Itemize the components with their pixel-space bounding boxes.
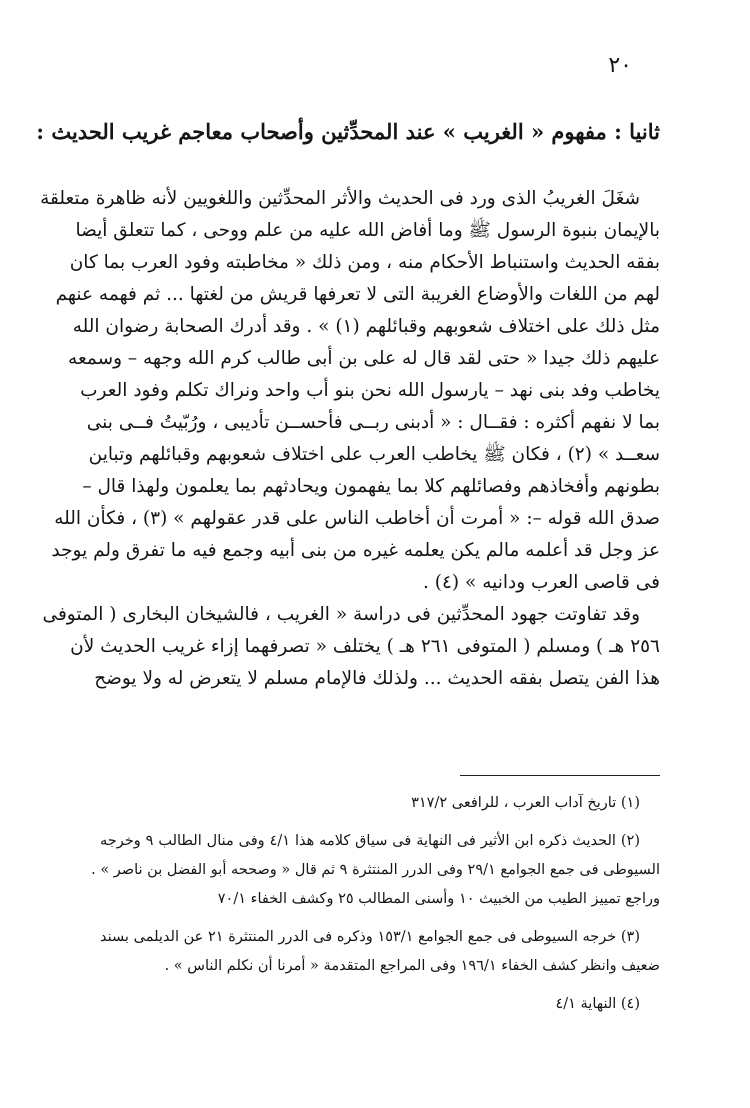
text-line: عز وجل قد أعلمه مالم يكن يعلمه غيره من بنى أبيه وجمع فيه ما تفرق ولم يوجد [51, 540, 660, 561]
footnote-3 [100, 923, 660, 981]
footnote-line: (٤) النهاية ٤/١ [555, 996, 640, 1012]
text-line: شغَلَ الغريبُ الذى ورد فى الحديث والأثر المحدِّثين واللغويين لأنه ظاهرة متعلقة [40, 188, 640, 209]
footnote-line: (٢) الحديث ذكره ابن الأثير فى النهاية فى سياق كلامه هذا ٤/١ وفى منال الطالب ٩ وخرجه [100, 833, 640, 849]
page-number: ٢٠ [608, 53, 632, 78]
footnote-4 [100, 990, 660, 1019]
text-line: بطونهم وأفخاذهم وفصائلهم كلا بما يفهمون ويحادثهم بما يعلمون ولهذا قال – [82, 476, 660, 497]
footnote-2 [91, 827, 660, 914]
footnotes [91, 789, 660, 1028]
footnote-line: (٣) خرجه السيوطى فى جمع الجوامع ١٥٣/١ وذكره فى الدرر المنتثرة ٢١ عن الديلمى بسند [100, 929, 641, 945]
text-line: بما لا نفهم أكثره : فقــال : « أدبنى ربــى فأحســن تأديبى ، ورُبّيتُ فــى بنى [86, 412, 660, 433]
footnote-line: ضعيف وانظر كشف الخفاء ١٩٦/١ وفى المراجع المتقدمة « أمرنا أن نكلم الناس » . [164, 958, 660, 974]
text-line: هذا الفن يتصل بفقه الحديث ... ولذلك فالإمام مسلم لا يتعرض له ولا يوضح [94, 668, 660, 689]
text-line: صدق الله قوله –: « أمرت أن أخاطب الناس على قدر عقولهم » (٣) ، فكأن الله [54, 508, 660, 529]
footnote-separator [460, 775, 660, 776]
text-line: مثل ذلك على اختلاف شعوبهم وقبائلهم (١) » . وقد أدرك الصحابة رضوان الله [72, 316, 660, 337]
text-line: بالإيمان بنبوة الرسول ﷺ وما أفاض الله عليه من علم ووحى ، كما تتعلق أيضا [75, 220, 660, 241]
text-line: يخاطب وفد بنى نهد – يارسول الله نحن بنو أب واحد ونراك تكلم وفود العرب [80, 380, 660, 401]
text-line: ٢٥٦ هـ ) ومسلم ( المتوفى ٢٦١ هـ ) يختلف « تصرفهما إزاء غريب الحديث لأن [70, 636, 660, 657]
footnote-1 [100, 789, 660, 818]
section-heading: ثانيا : مفهوم « الغريب » عند المحدِّثين وأصحاب معاجم غريب الحديث : [36, 119, 660, 144]
text-line: بفقه الحديث واستنباط الأحكام منه ، ومن ذلك « مخاطبته وفود العرب بما كان [69, 252, 660, 273]
text-line: فى قاصى العرب ودانيه » (٤) . [422, 572, 660, 593]
footnote-line: وراجع تمييز الطيب من الخبيث ١٠ وأسنى المطالب ٢٥ وكشف الخفاء ٧٠/١ [217, 891, 660, 907]
text-line: لهم من اللغات والأوضاع الغريبة التى لا تعرفها قريش من لغتها ... ثم فهمه عنهم [55, 284, 660, 305]
footnote-line: السيوطى فى جمع الجوامع ٢٩/١ وفى الدرر المنتثرة ٩ ثم قال « وصححه أبو الفضل بن ناصر » . [91, 862, 660, 878]
text-line: عليهم ذلك جيدا « حتى لقد قال له على بن أبى طالب كرم الله وجهه – وسمعه [68, 348, 660, 369]
body-text [40, 183, 660, 695]
text-line: سعــد » (٢) ، فكان ﷺ يخاطب العرب على اختلاف شعوبهم وقبائلهم وتباين [88, 444, 660, 465]
text-line: وقد تفاوتت جهود المحدِّثين فى دراسة « الغريب ، فالشيخان البخارى ( المتوفى [42, 604, 640, 625]
footnote-line: (١) تاريخ آداب العرب ، للرافعى ٣١٧/٢ [411, 795, 640, 811]
